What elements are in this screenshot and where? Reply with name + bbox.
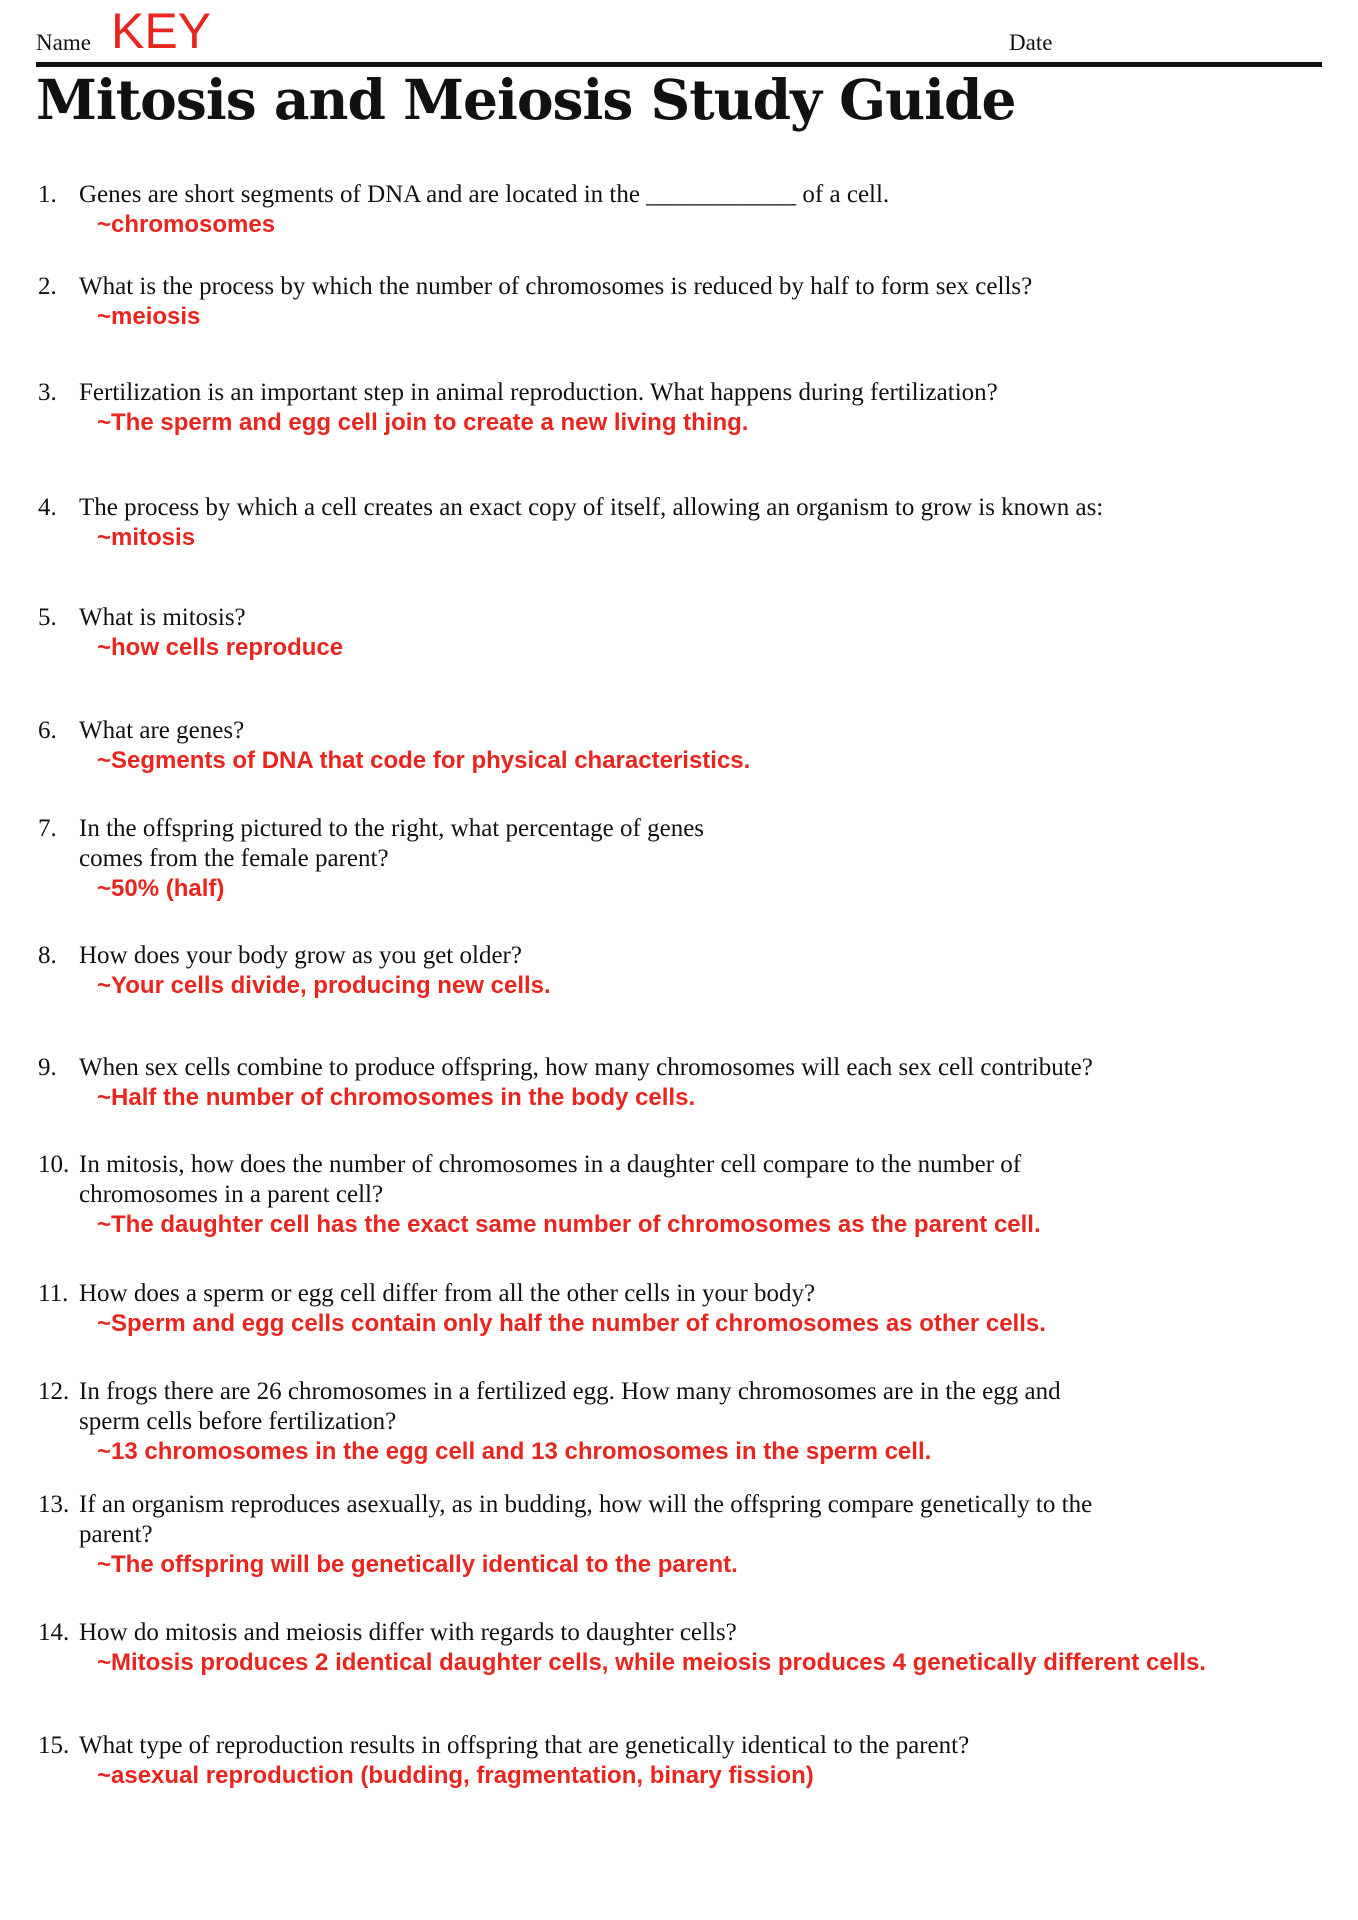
question-number: 9.	[38, 1054, 57, 1081]
answer-text: ~The sperm and egg cell join to create a new living thing.	[97, 409, 749, 436]
answer-text: ~how cells reproduce	[97, 634, 344, 661]
question-2	[38, 272, 1328, 332]
question-text: Fertilization is an important step in animal reproduction. What happens during fertilization?	[79, 379, 998, 406]
date-label: Date	[1009, 30, 1053, 55]
question-5	[38, 603, 1328, 663]
answer-text: ~Half the number of chromosomes in the body cells.	[97, 1084, 696, 1111]
question-6	[38, 716, 1328, 776]
question-text: sperm cells before fertilization?	[79, 1408, 397, 1435]
question-15	[38, 1731, 1328, 1791]
question-text: In mitosis, how does the number of chromosomes in a daughter cell compare to the number of	[79, 1151, 1022, 1178]
question-text: In frogs there are 26 chromosomes in a fertilized egg. How many chromosomes are in the egg and	[79, 1378, 1061, 1405]
question-text: If an organism reproduces asexually, as in budding, how will the offspring compare genetically to the	[79, 1491, 1093, 1518]
question-number: 7.	[38, 815, 57, 842]
question-number: 11.	[38, 1280, 69, 1307]
question-text: What is mitosis?	[79, 604, 246, 631]
question-text: parent?	[79, 1521, 153, 1548]
question-11	[38, 1279, 1328, 1339]
question-text: How does a sperm or egg cell differ from all the other cells in your body?	[79, 1280, 816, 1307]
answer-text: ~The daughter cell has the exact same number of chromosomes as the parent cell.	[97, 1211, 1041, 1238]
question-number: 14.	[38, 1619, 70, 1646]
question-10	[38, 1150, 1328, 1240]
question-text: In the offspring pictured to the right, what percentage of genes	[79, 815, 705, 842]
answer-text: ~Sperm and egg cells contain only half the number of chromosomes as other cells.	[97, 1310, 1046, 1337]
question-number: 13.	[38, 1491, 70, 1518]
answer-text: ~13 chromosomes in the egg cell and 13 chromosomes in the sperm cell.	[97, 1438, 932, 1465]
question-3	[38, 378, 1328, 438]
answer-text: ~asexual reproduction (budding, fragmentation, binary fission)	[97, 1762, 814, 1789]
question-12	[38, 1377, 1328, 1467]
header	[36, 0, 1322, 67]
answer-text: ~Segments of DNA that code for physical characteristics.	[97, 747, 751, 774]
question-14	[38, 1618, 1328, 1678]
question-13	[38, 1490, 1328, 1580]
question-1	[38, 180, 1328, 240]
page-title: Mitosis and Meiosis Study Guide	[36, 67, 1016, 132]
question-number: 12.	[38, 1378, 70, 1405]
answer-text: ~mitosis	[97, 524, 196, 551]
answer-text: ~chromosomes	[97, 211, 276, 238]
question-number: 2.	[38, 273, 57, 300]
question-text: chromosomes in a parent cell?	[79, 1181, 384, 1208]
question-text: Genes are short segments of DNA and are located in the ____________ of a cell.	[79, 181, 890, 208]
question-text: What type of reproduction results in offspring that are genetically identical to the parent?	[79, 1732, 970, 1759]
question-text: comes from the female parent?	[79, 845, 389, 872]
question-text: How do mitosis and meiosis differ with regards to daughter cells?	[79, 1619, 737, 1646]
question-number: 6.	[38, 717, 57, 744]
question-number: 10.	[38, 1151, 70, 1178]
answer-text: ~The offspring will be genetically identical to the parent.	[97, 1551, 738, 1578]
question-text: What are genes?	[79, 717, 245, 744]
question-text: When sex cells combine to produce offspring, how many chromosomes will each sex cell contribute?	[79, 1054, 1093, 1081]
question-number: 3.	[38, 379, 57, 406]
question-text: The process by which a cell creates an exact copy of itself, allowing an organism to grow is known as:	[79, 494, 1104, 521]
question-number: 15.	[38, 1732, 70, 1759]
answer-text: ~Your cells divide, producing new cells.	[97, 972, 551, 999]
name-label: Name	[36, 30, 91, 55]
question-text: What is the process by which the number of chromosomes is reduced by half to form sex cells?	[79, 273, 1033, 300]
answer-text: ~Mitosis produces 2 identical daughter cells, while meiosis produces 4 genetically different cells.	[97, 1649, 1207, 1676]
question-7	[38, 814, 1328, 904]
question-4	[38, 493, 1328, 553]
question-number: 8.	[38, 942, 57, 969]
question-text: How does your body grow as you get older?	[79, 942, 522, 969]
question-9	[38, 1053, 1328, 1113]
answer-text: ~meiosis	[97, 303, 201, 330]
answer-text: ~50% (half)	[97, 875, 225, 902]
question-number: 5.	[38, 604, 57, 631]
question-number: 4.	[38, 494, 57, 521]
question-number: 1.	[38, 181, 57, 208]
name-value: KEY	[111, 3, 212, 59]
question-8	[38, 941, 1328, 1001]
